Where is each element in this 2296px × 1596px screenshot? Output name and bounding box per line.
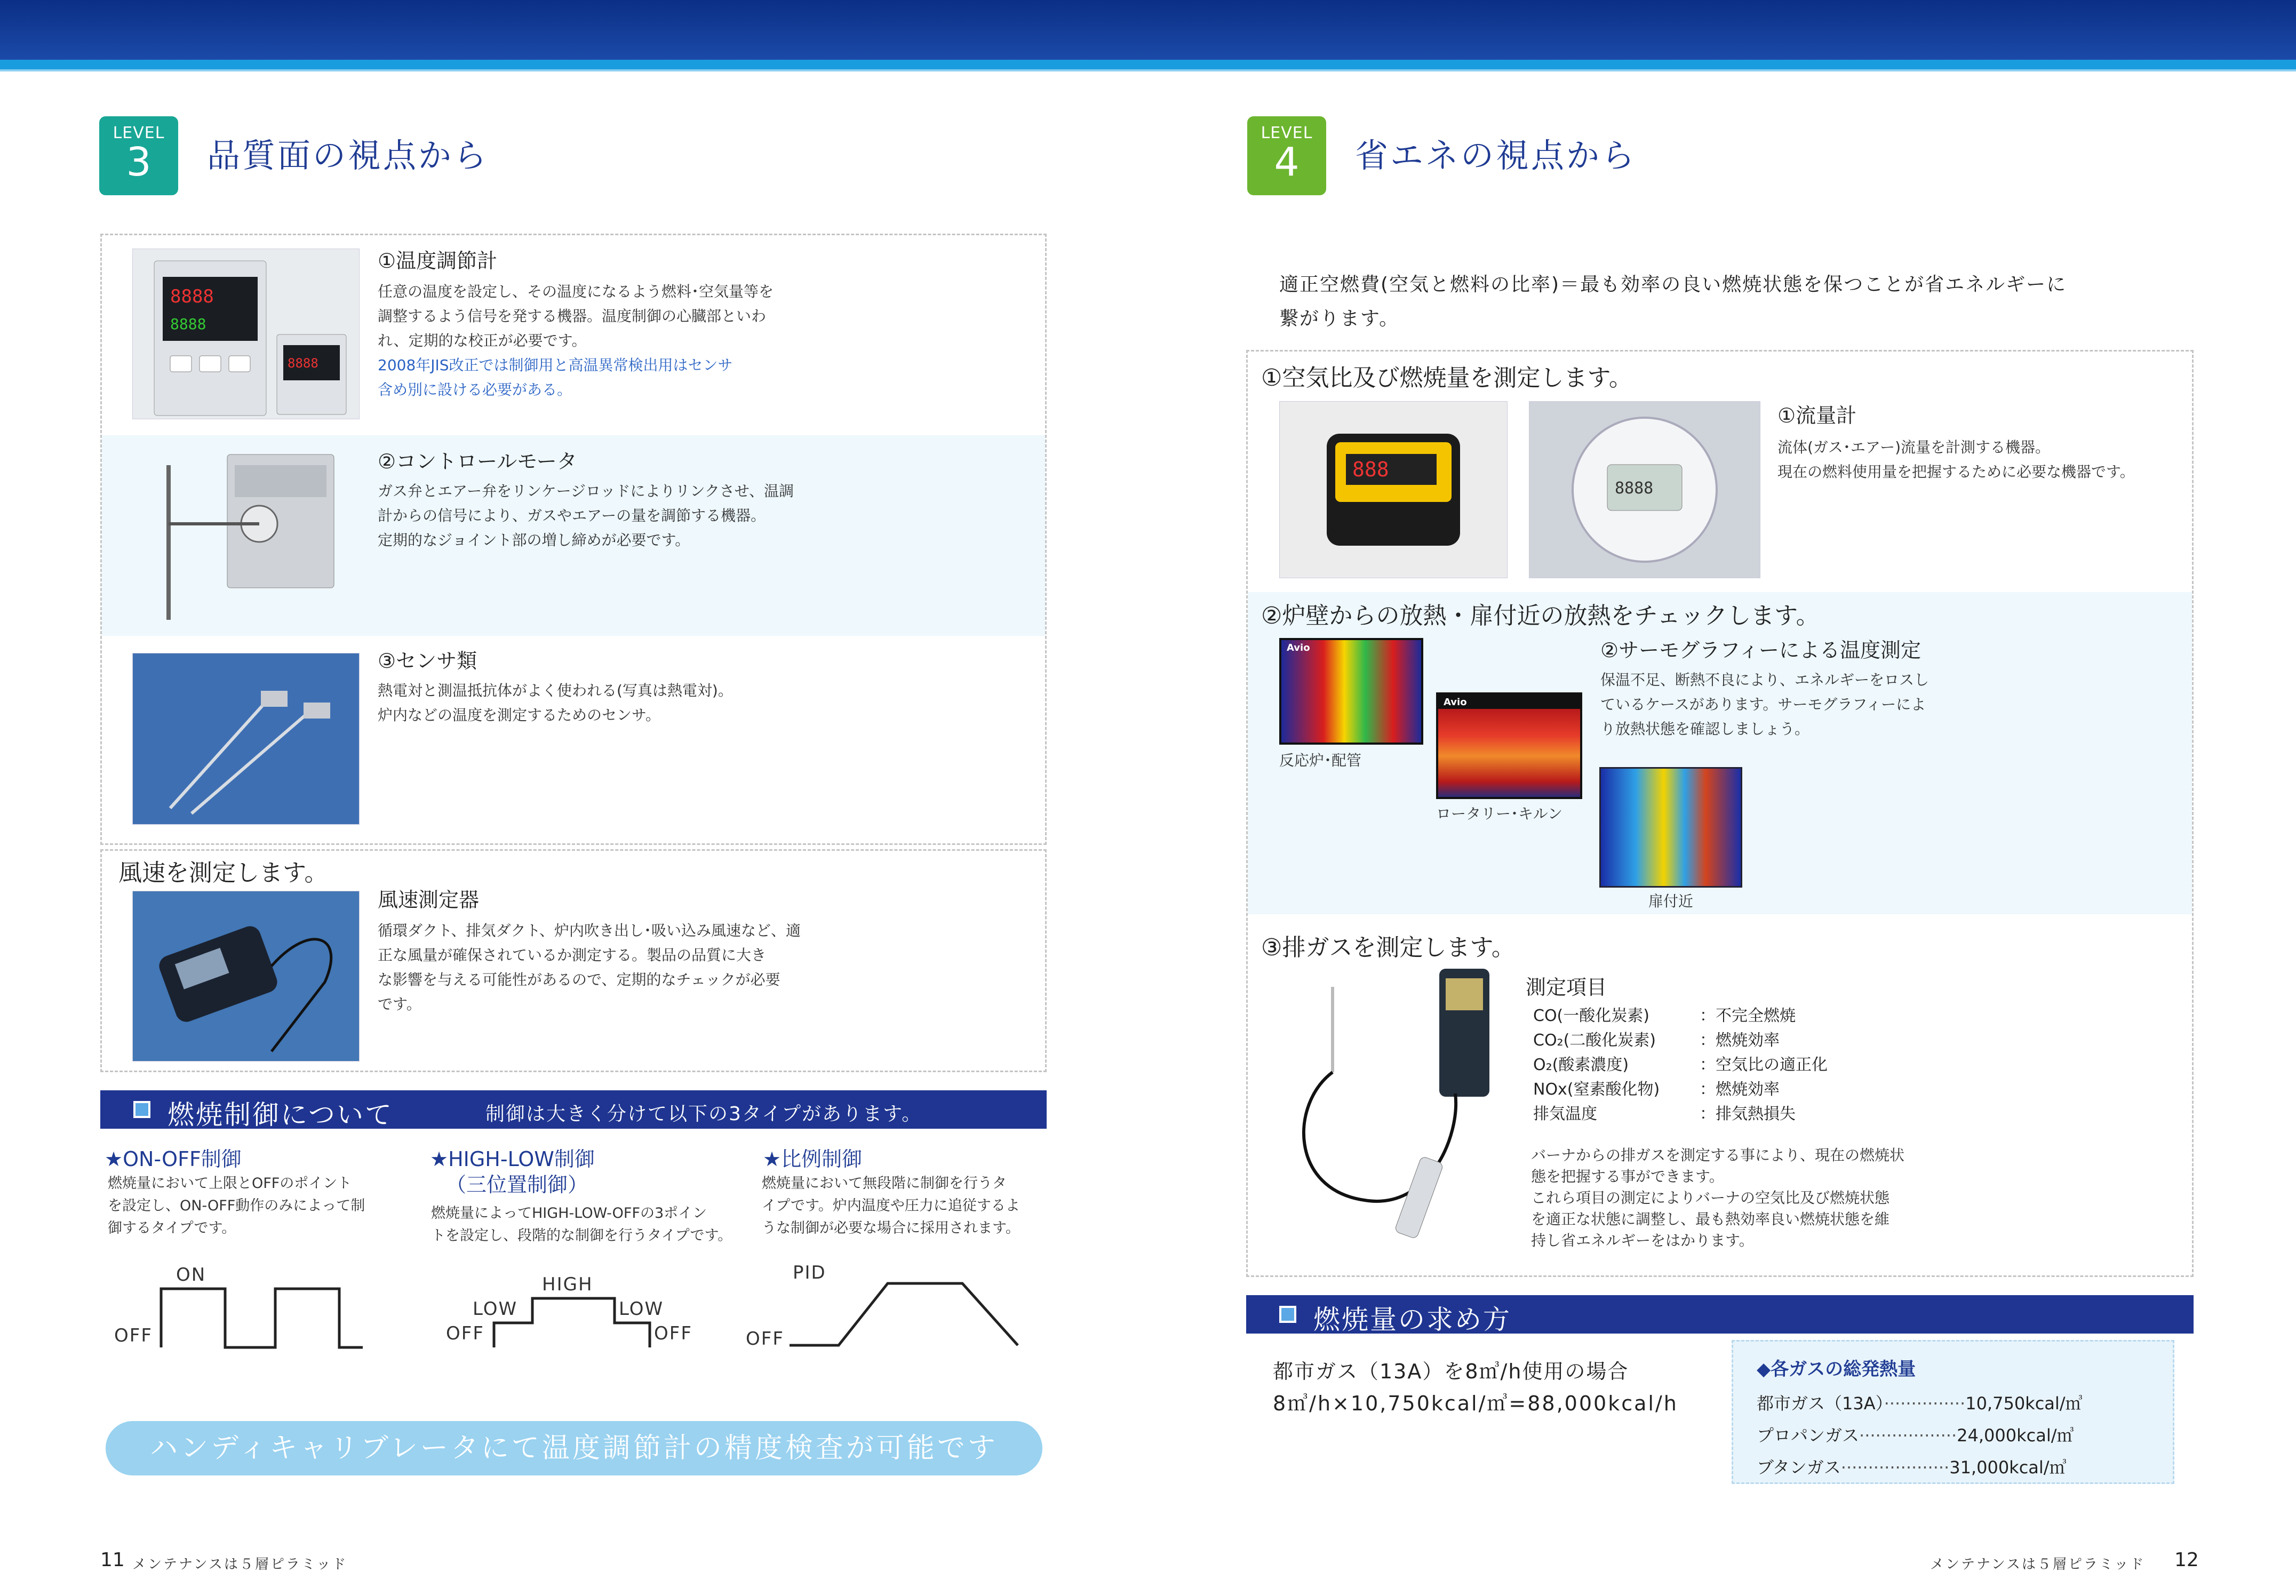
level-label: LEVEL <box>113 124 165 142</box>
text-line: り放熱状態を確認しましょう。 <box>1600 720 1810 738</box>
calc-condition: 都市ガス（13A）を8㎥/h使用の場合 <box>1273 1360 1629 1383</box>
level-number: 4 <box>1274 139 1300 185</box>
gas-value: 31,000kcal/㎥ <box>1949 1457 2067 1478</box>
measurement-value: ：燃焼効率 <box>1700 1031 1780 1050</box>
gas-list <box>1757 1387 2162 1483</box>
measurement-value: ：燃焼効率 <box>1700 1080 1780 1099</box>
text-line: 任意の温度を設定し、その温度になるよう燃料･空気量等を <box>378 283 774 300</box>
section-heading-heat-loss: ②炉壁からの放熱・扉付近の放熱をチェックします。 <box>1261 602 1820 629</box>
type-text-proportional <box>762 1172 1020 1240</box>
text-line: ガス弁とエアー弁をリンケージロッドによりリンクさせ、温調 <box>378 482 794 500</box>
svg-text:8888: 8888 <box>170 286 214 307</box>
text-line: 定期的なジョイント部の増し締めが必要です。 <box>378 531 690 549</box>
caption-door: 扉付近 <box>1648 892 1694 910</box>
text-line: 持し省エネルギーをはかります。 <box>1531 1232 1754 1249</box>
text-line: れ、定期的な校正が必要です。 <box>378 332 587 349</box>
measurement-name: NOx(窒素酸化物) <box>1533 1080 1660 1099</box>
gas-value: 10,750kcal/㎥ <box>1965 1393 2083 1414</box>
page-number-right: 12 <box>2174 1549 2199 1571</box>
off-label-left: OFF <box>446 1323 484 1344</box>
combustion-amount-title: 燃焼量の求め方 <box>1313 1304 1511 1335</box>
text-line: これら項目の測定によりバーナの空気比及び燃焼状態 <box>1531 1189 1890 1207</box>
text-line: 現在の燃料使用量を把握するために必要な機器です。 <box>1777 463 2135 481</box>
gas-name: 都市ガス（13A） <box>1757 1393 1884 1414</box>
text-line: 調整するよう信号を発する機器。温度制御の心臓部といわ <box>378 307 767 325</box>
item-text-exhaust <box>1531 1145 1904 1251</box>
leader-dots: ·················· <box>1859 1425 1957 1446</box>
item-title-control-motor: ②コントロールモータ <box>378 450 577 473</box>
text-line: うな制御が必要な場合に採用されます。 <box>762 1220 1020 1236</box>
gas-value: 24,000kcal/㎥ <box>1957 1425 2074 1446</box>
item-text-temperature-controller <box>378 280 774 402</box>
text-line: ているケースがあります。サーモグラフィーによ <box>1600 696 1926 713</box>
top-banner <box>0 0 2296 60</box>
top-banner-stripe <box>0 60 2296 69</box>
level-4-badge <box>1247 116 1326 195</box>
measurement-name: CO₂(二酸化炭素) <box>1533 1031 1656 1050</box>
combustion-control-header <box>100 1090 1047 1129</box>
text-line: 流体(ガス･エアー)流量を計測する機器。 <box>1777 438 2051 456</box>
thermography-reactor-image <box>1279 638 1423 745</box>
combustion-control-subtitle: 制御は大きく分けて以下の3タイプがあります。 <box>485 1103 922 1125</box>
measurement-value: ：空気比の適正化 <box>1700 1056 1828 1074</box>
measurement-value: ：不完全燃焼 <box>1700 1007 1796 1025</box>
footer-left: メンテナンスは５層ピラミッド <box>132 1557 348 1573</box>
low-label-right: LOW <box>619 1298 664 1320</box>
square-icon <box>133 1101 150 1118</box>
type-subtitle-high-low: （三位置制御） <box>446 1173 588 1196</box>
gas-name: プロパンガス <box>1757 1425 1860 1446</box>
flow-meter-photo-1 <box>1279 401 1508 578</box>
measurement-name: O₂(酸素濃度) <box>1533 1056 1629 1074</box>
text-line: トを設定し、段階的な制御を行うタイプです。 <box>431 1227 732 1244</box>
text-line: 正な風量が確保されているか測定する。製品の品質に大き <box>378 946 767 964</box>
low-label-left: LOW <box>473 1298 518 1320</box>
gas-calorific-box <box>1732 1340 2174 1484</box>
measurement-name: CO(一酸化炭素) <box>1533 1007 1649 1025</box>
type-text-on-off <box>108 1172 365 1240</box>
intro-text <box>1279 268 2067 336</box>
measurement-value: ：排気熱損失 <box>1700 1105 1796 1123</box>
leader-dots: ··············· <box>1884 1393 1966 1414</box>
measurement-name: 排気温度 <box>1533 1105 1597 1123</box>
type-title-high-low: ★HIGH-LOW制御 <box>430 1147 595 1171</box>
high-label: HIGH <box>542 1274 593 1295</box>
wind-speed-heading: 風速を測定します。 <box>118 859 328 887</box>
item-title-thermography: ②サーモグラフィーによる温度測定 <box>1600 639 1922 662</box>
type-title-proportional: ★比例制御 <box>763 1147 863 1171</box>
anemometer-photo <box>132 891 360 1062</box>
svg-text:8888: 8888 <box>288 356 318 371</box>
section-heading-exhaust: ③排ガスを測定します。 <box>1261 934 1515 961</box>
text-line: 適正空燃費(空気と燃料の比率)＝最も効率の良い燃焼状態を保つことが省エネルギーに <box>1279 274 2067 296</box>
item-title-flow-meter: ①流量計 <box>1777 404 1857 427</box>
square-icon <box>1279 1306 1296 1323</box>
type-text-high-low <box>431 1202 732 1247</box>
footer-right: メンテナンスは５層ピラミッド <box>1930 1557 2146 1573</box>
item-title-measurement: 測定項目 <box>1526 976 1607 999</box>
page-number-left: 11 <box>100 1549 125 1571</box>
gas-row <box>1757 1387 2162 1419</box>
text-line: 熱電対と測温抵抗体がよく使われる(写真は熱電対)。 <box>378 682 733 699</box>
text-line: 態を把握する事ができます。 <box>1531 1168 1724 1185</box>
calc-formula: 8㎥/h×10,750kcal/㎥=88,000kcal/h <box>1273 1392 1678 1415</box>
thermography-kiln-image <box>1436 692 1582 799</box>
measurement-row <box>1533 1004 1853 1028</box>
text-line: 炉内などの温度を測定するためのセンサ。 <box>378 706 661 724</box>
text-line: イプです。炉内温度や圧力に追従するよ <box>762 1198 1020 1214</box>
item-text-control-motor <box>378 479 794 553</box>
text-line: 計からの信号により、ガスやエアーの量を調節する機器。 <box>378 507 766 524</box>
text-line: な影響を与える可能性があるので、定期的なチェックが必要 <box>378 971 780 988</box>
svg-text:8888: 8888 <box>170 315 206 333</box>
leader-dots: ···················· <box>1840 1457 1950 1478</box>
text-line: です。 <box>378 995 421 1013</box>
pid-label: PID <box>793 1262 826 1283</box>
text-line: 燃焼量において無段階に制御を行うタ <box>762 1175 1007 1192</box>
level-3-badge <box>99 116 178 195</box>
text-line: 循環ダクト、排気ダクト、炉内吹き出し･吸い込み風速など、適 <box>378 922 801 939</box>
text-line: を適正な状態に調整し、最も熱効率良い燃焼状態を維 <box>1531 1210 1890 1228</box>
combustion-control-title: 燃焼制御について <box>168 1099 393 1130</box>
page-title-right: 省エネの視点から <box>1355 136 1637 175</box>
svg-text:8888: 8888 <box>1615 479 1654 498</box>
gas-row <box>1757 1419 2162 1451</box>
item-text-sensors <box>378 679 733 728</box>
text-line: 燃焼量において上限とOFFのポイント <box>108 1175 352 1192</box>
measurement-list <box>1533 1004 1853 1127</box>
thermography-door-image <box>1599 767 1742 888</box>
gas-name: ブタンガス <box>1757 1457 1841 1478</box>
item-text-thermography <box>1600 668 1929 741</box>
level-label: LEVEL <box>1261 124 1313 142</box>
exhaust-analyzer-photo <box>1279 965 1493 1264</box>
text-line: 繋がります。 <box>1279 308 1400 330</box>
sensor-photo <box>132 653 360 825</box>
item-title-sensors: ③センサ類 <box>378 649 477 673</box>
measurement-row <box>1533 1102 1853 1127</box>
top-banner-stripe-light <box>0 69 2296 71</box>
on-label: ON <box>176 1264 206 1286</box>
off-label: OFF <box>114 1325 153 1346</box>
control-motor-photo <box>137 444 361 625</box>
temperature-controller-photo <box>132 249 360 419</box>
measurement-row <box>1533 1028 1853 1053</box>
page-title-left: 品質面の視点から <box>207 136 489 175</box>
text-line: バーナからの排ガスを測定する事により、現在の燃焼状 <box>1531 1146 1905 1164</box>
text-line: 保温不足、断熱不良により、エネルギーをロスし <box>1600 671 1930 689</box>
text-line: を設定し、ON-OFF動作のみによって制 <box>108 1198 365 1214</box>
item-text-anemometer <box>378 919 801 1017</box>
caption-reactor: 反応炉･配管 <box>1279 752 1362 769</box>
caption-kiln: ロータリー･キルン <box>1436 805 1563 823</box>
gas-box-title: ◆各ガスの総発熱量 <box>1757 1359 1916 1380</box>
note-line: 含め別に設ける必要がある。 <box>378 381 572 398</box>
calibrator-banner: ハンディキャリブレータにて温度調節計の精度検査が可能です <box>106 1421 1042 1475</box>
measurement-row <box>1533 1078 1853 1102</box>
text-line: 燃焼量によってHIGH-LOW-OFFの3ポイン <box>431 1205 707 1222</box>
item-text-flow-meter <box>1777 435 2135 484</box>
level-number: 3 <box>126 139 152 185</box>
text-line: 御するタイプです。 <box>108 1220 236 1236</box>
off-label-pid: OFF <box>746 1328 784 1350</box>
section-heading-air-ratio: ①空気比及び燃焼量を測定します。 <box>1261 364 1632 392</box>
avio-logo: Avio <box>1287 642 1310 653</box>
item-title-anemometer: 風速測定器 <box>378 888 480 912</box>
off-label-right: OFF <box>654 1323 692 1344</box>
note-line: 2008年JIS改正では制御用と高温異常検出用はセンサ <box>378 356 733 374</box>
flow-meter-photo-2 <box>1529 401 1760 578</box>
svg-text:888: 888 <box>1352 458 1389 481</box>
gas-row <box>1757 1451 2162 1483</box>
measurement-row <box>1533 1053 1853 1078</box>
type-title-on-off: ★ON-OFF制御 <box>105 1147 242 1171</box>
combustion-amount-header <box>1246 1295 2194 1334</box>
avio-logo: Avio <box>1444 697 1467 708</box>
item-title-temperature-controller: ①温度調節計 <box>378 249 498 273</box>
